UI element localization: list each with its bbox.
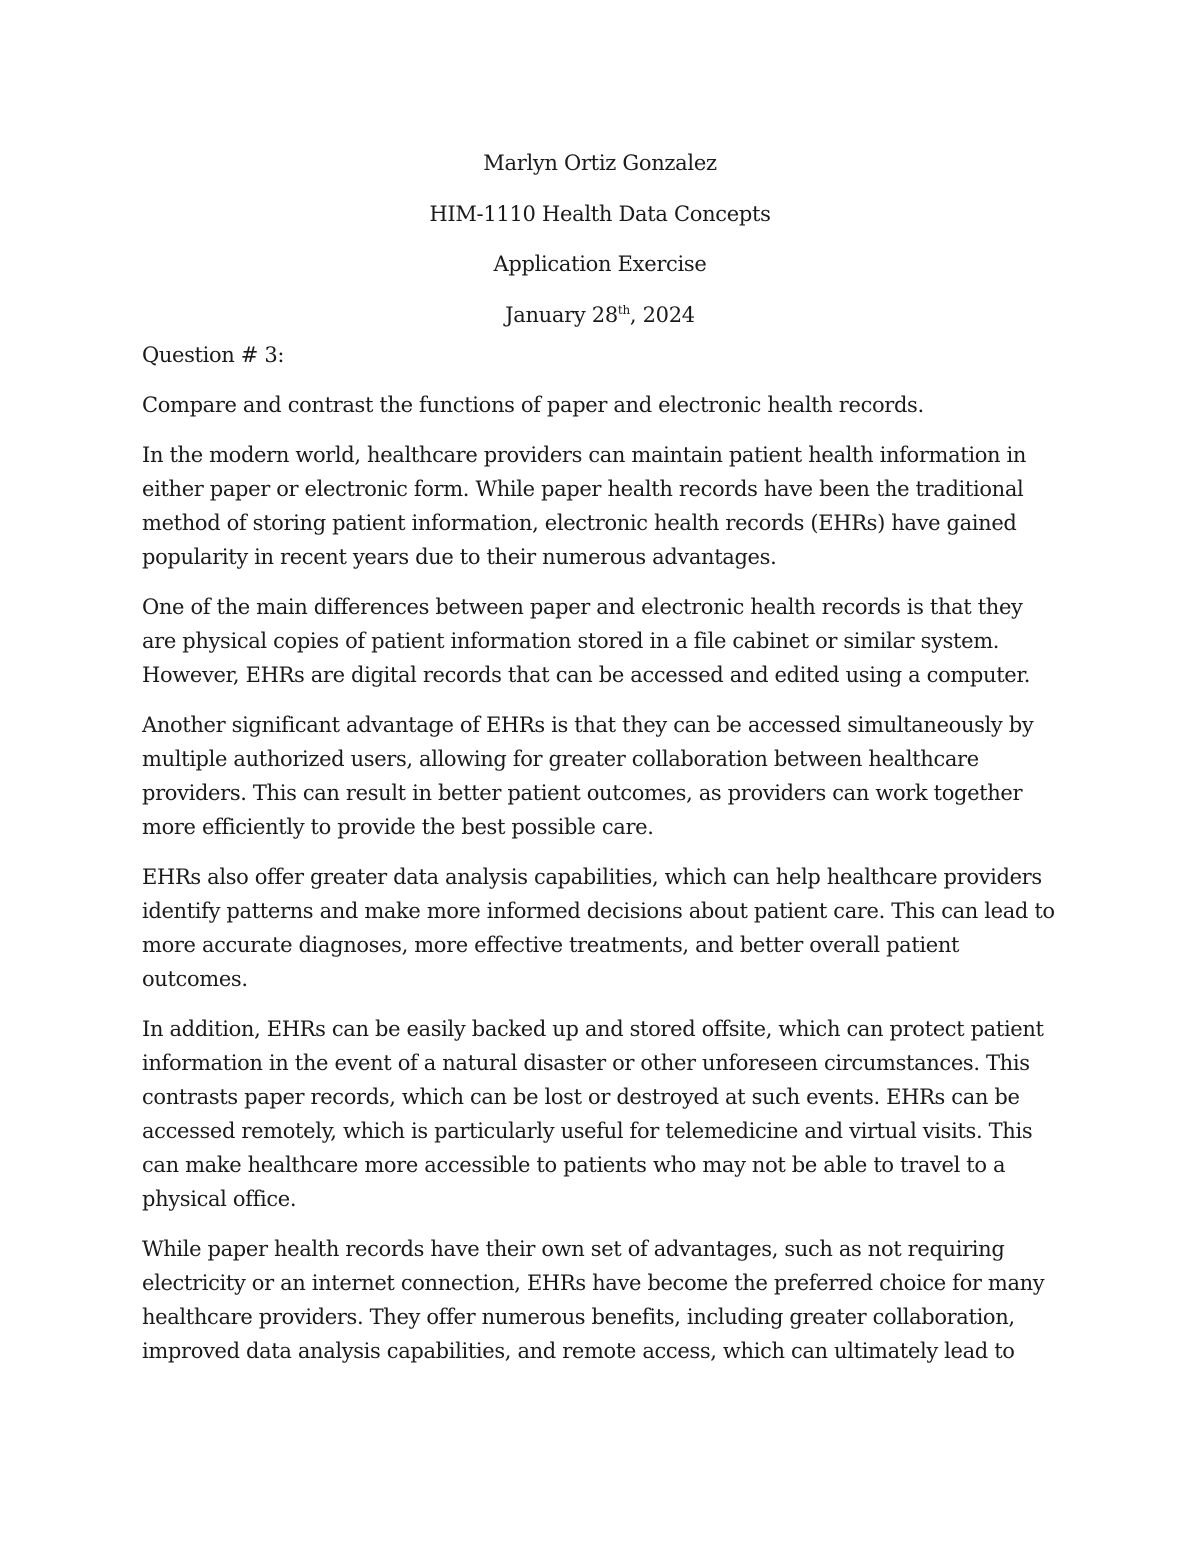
paragraph-line: While paper health records have their own set of advantages, such as not requiring	[142, 1237, 1005, 1261]
paragraph-line: In addition, EHRs can be easily backed up and stored offsite, which can protect patient	[142, 1017, 1044, 1041]
paragraph	[142, 708, 1067, 844]
paragraph	[142, 860, 1067, 996]
document-date	[0, 290, 1200, 341]
paragraph-line: either paper or electronic form. While paper health records have been the traditional	[142, 477, 1024, 501]
author-name: Marlyn Ortiz Gonzalez	[483, 151, 717, 175]
paragraph-line: contrasts paper records, which can be lost or destroyed at such events. EHRs can be	[142, 1085, 1020, 1109]
paragraph-line: identify patterns and make more informed decisions about patient care. This can lead to	[142, 899, 1055, 923]
paragraph-line: popularity in recent years due to their numerous advantages.	[142, 545, 777, 569]
paragraph	[142, 1232, 1067, 1368]
date-prefix: January 28	[505, 302, 618, 327]
date-ordinal: th	[617, 302, 630, 317]
paragraph-line: healthcare providers. They offer numerous benefits, including greater collaboration,	[142, 1305, 1015, 1329]
paragraph-line: EHRs also offer greater data analysis capabilities, which can help healthcare providers	[142, 865, 1042, 889]
paragraph-line: can make healthcare more accessible to patients who may not be able to travel to a	[142, 1153, 1006, 1177]
title-block	[0, 138, 1200, 340]
date-suffix: , 2024	[629, 302, 695, 327]
document-body	[142, 338, 1067, 1384]
paragraph-line: providers. This can result in better patient outcomes, as providers can work together	[142, 781, 1023, 805]
paragraph-line: accessed remotely, which is particularly useful for telemedicine and virtual visits. This	[142, 1119, 1033, 1143]
paragraph-line: Another significant advantage of EHRs is that they can be accessed simultaneously by	[142, 713, 1034, 737]
paragraph	[142, 438, 1067, 574]
paragraph-line: information in the event of a natural disaster or other unforeseen circumstances. This	[142, 1051, 1030, 1075]
paragraph-line: are physical copies of patient information stored in a file cabinet or similar system.	[142, 629, 1000, 653]
paragraph	[142, 590, 1067, 692]
paragraph-line: However, EHRs are digital records that can be accessed and edited using a computer.	[142, 663, 1031, 687]
paragraph-line: physical office.	[142, 1187, 297, 1211]
assignment-title: Application Exercise	[493, 252, 707, 276]
paragraph-line: outcomes.	[142, 967, 248, 991]
paragraph-line: improved data analysis capabilities, and remote access, which can ultimately lead to	[142, 1339, 1015, 1363]
question-label: Question # 3:	[142, 343, 285, 367]
paragraph-line: more efficiently to provide the best possible care.	[142, 815, 654, 839]
paragraph-line: In the modern world, healthcare providers can maintain patient health information in	[142, 443, 1027, 467]
course-title: HIM-1110 Health Data Concepts	[429, 201, 771, 226]
paragraph-line: multiple authorized users, allowing for greater collaboration between healthcare	[142, 747, 979, 771]
paragraph-line: more accurate diagnoses, more effective treatments, and better overall patient	[142, 933, 960, 957]
paragraph-line: method of storing patient information, electronic health records (EHRs) have gained	[142, 511, 1017, 535]
paragraph-line: electricity or an internet connection, EHRs have become the preferred choice for many	[142, 1271, 1045, 1295]
question-prompt: Compare and contrast the functions of paper and electronic health records.	[142, 393, 924, 417]
paragraph-line: One of the main differences between paper and electronic health records is that they	[142, 595, 1023, 619]
paragraph	[142, 1012, 1067, 1216]
